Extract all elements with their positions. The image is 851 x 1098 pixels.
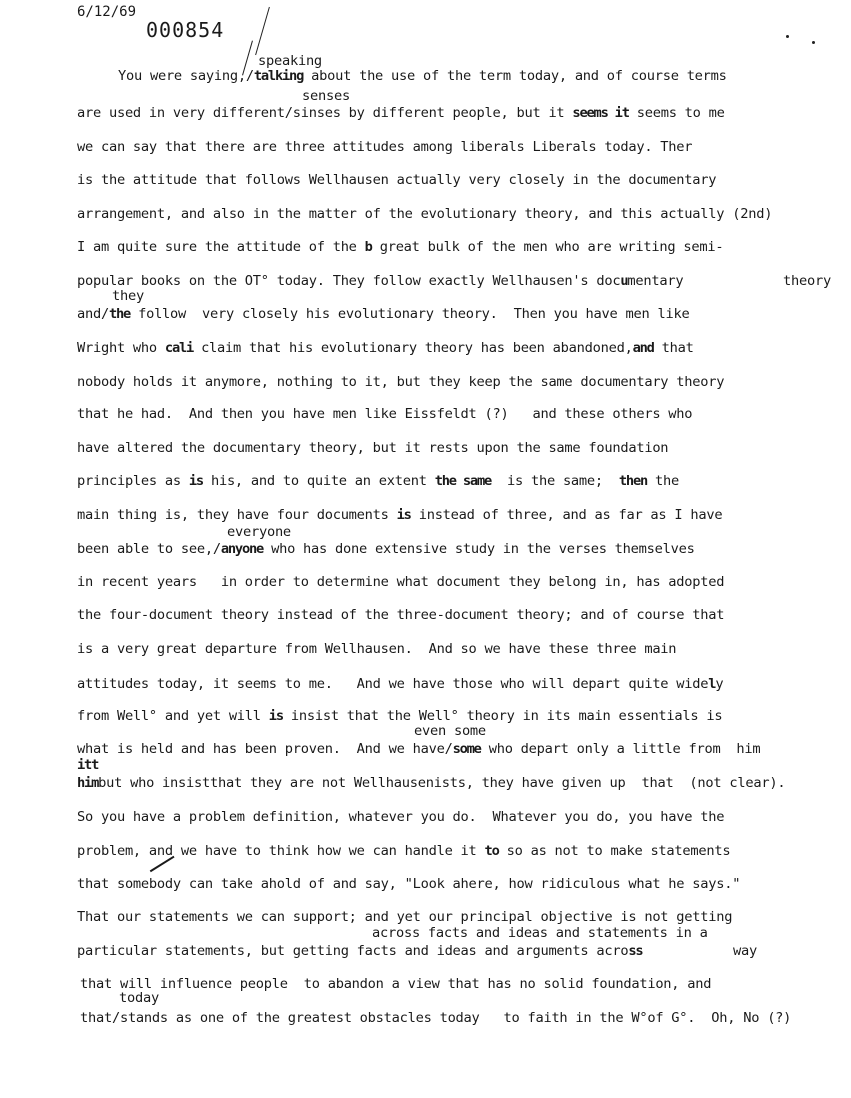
document-date: 6/12/69 bbox=[77, 4, 137, 20]
text-line: that somebody can take ahold of and say, "Look ahere, how ridiculous what he says." bbox=[77, 876, 741, 892]
text-line: that/stands as one of the greatest obstacles today to faith in the W°of G°. Oh, No (?) bbox=[80, 1010, 792, 1026]
text-line: and/the follow very closely his evolutionary theory. Then you have men like bbox=[77, 306, 690, 322]
insertion-speaking: speaking bbox=[258, 53, 322, 69]
text-line: So you have a problem definition, whatever you do. Whatever you do, you have the bbox=[77, 809, 725, 825]
text-line: is the attitude that follows Wellhausen actually very closely in the documentary bbox=[77, 172, 717, 188]
text-line: in recent years in order to determine what document they belong in, has adopted bbox=[77, 574, 725, 590]
insertion-across-facts: across facts and ideas and statements in a bbox=[372, 925, 708, 941]
text-line: himbut who insistthat they are not Wellhausenists, they have given up that (not clear). bbox=[77, 775, 786, 791]
insertion-today: today bbox=[119, 990, 159, 1006]
text-line: that he had. And then you have men like Eissfeldt (?) and these others who bbox=[77, 406, 693, 422]
text-line: That our statements we can support; and yet our principal objective is not getting bbox=[77, 909, 733, 925]
text-line: You were saying,/talking about the use of the term today, and of course terms bbox=[118, 68, 727, 84]
insertion-even-some: even some bbox=[414, 723, 486, 739]
text-line: Wright who cali claim that his evolutionary theory has been abandoned,and that bbox=[77, 340, 694, 356]
pen-slash-mark bbox=[255, 7, 270, 55]
text-line: been able to see,/anyone who has done extensive study in the verses themselves bbox=[77, 541, 695, 557]
text-line: nobody holds it anymore, nothing to it, but they keep the same documentary theory bbox=[77, 374, 725, 390]
text-line: problem, and we have to think how we can handle it to so as not to make statements bbox=[77, 843, 731, 859]
stray-dot-mark bbox=[812, 41, 815, 44]
text-line: I am quite sure the attitude of the b great bulk of the men who are writing semi- bbox=[77, 239, 724, 255]
text-line-fragment: way bbox=[733, 943, 757, 959]
text-line: have altered the documentary theory, but it rests upon the same foundation bbox=[77, 440, 669, 456]
text-line: is a very great departure from Wellhausen. And so we have these three main bbox=[77, 641, 677, 657]
stray-dot-mark bbox=[786, 35, 789, 38]
text-line: arrangement, and also in the matter of the evolutionary theory, and this actually (2nd) bbox=[77, 206, 773, 222]
insertion-senses: senses bbox=[302, 88, 350, 104]
text-line: principles as is his, and to quite an extent the same is the same; then the bbox=[77, 473, 680, 489]
insertion-they: they bbox=[112, 288, 144, 304]
text-line: from Well° and yet will is insist that the Well° theory in its main essentials is bbox=[77, 708, 723, 724]
insertion-itt: itt bbox=[77, 757, 99, 773]
text-line-fragment: theory bbox=[783, 273, 831, 289]
text-line: what is held and has been proven. And we have/some who depart only a little from him bbox=[77, 741, 761, 757]
text-line: the four-document theory instead of the three-document theory; and of course that bbox=[77, 607, 725, 623]
text-line: attitudes today, it seems to me. And we have those who will depart quite widely bbox=[77, 676, 724, 692]
text-line: we can say that there are three attitudes among liberals Liberals today. Ther bbox=[77, 139, 693, 155]
document-number: 000854 bbox=[146, 18, 225, 42]
text-line: popular books on the OT° today. They follow exactly Wellhausen's documentary bbox=[77, 273, 684, 289]
text-line: particular statements, but getting facts and ideas and arguments across bbox=[77, 943, 643, 959]
text-line: are used in very different/sinses by different people, but it seems it seems to me bbox=[77, 105, 725, 121]
text-line: that will influence people to abandon a view that has no solid foundation, and bbox=[80, 976, 712, 992]
text-line: main thing is, they have four documents is instead of three, and as far as I have bbox=[77, 507, 723, 523]
insertion-everyone: everyone bbox=[227, 524, 291, 540]
